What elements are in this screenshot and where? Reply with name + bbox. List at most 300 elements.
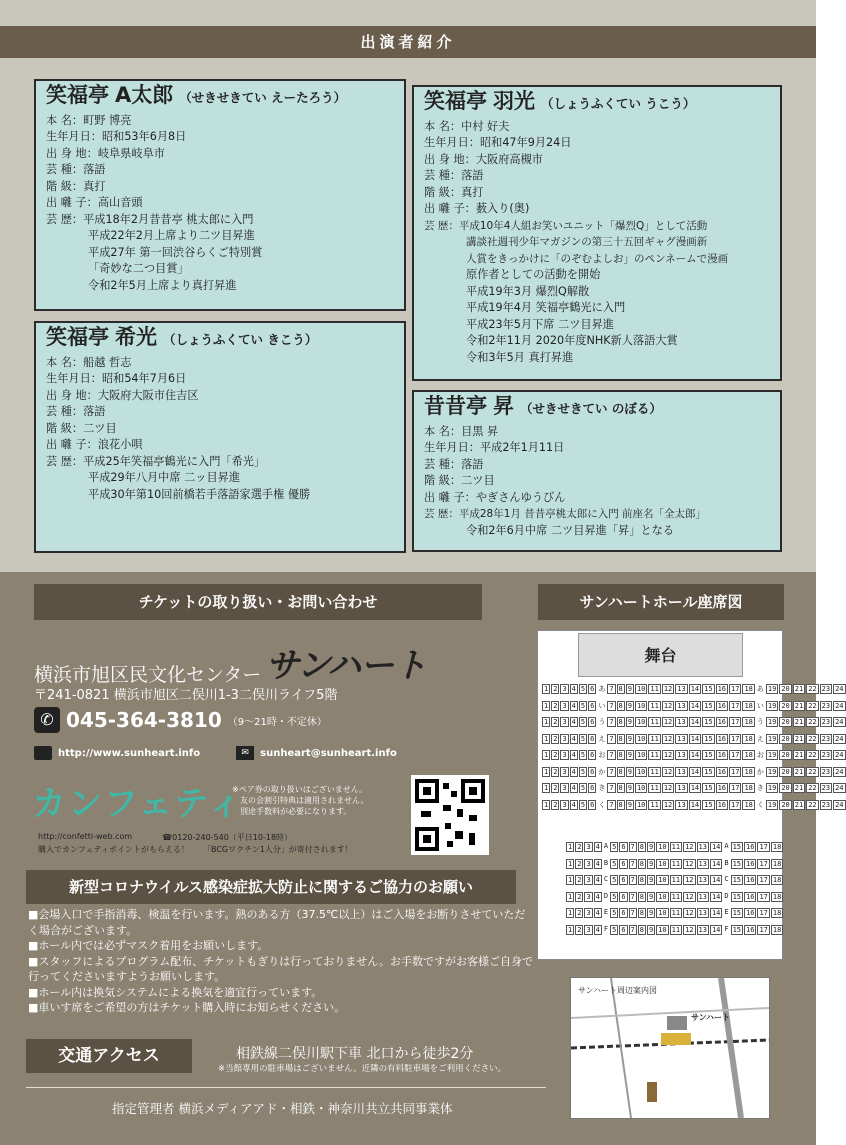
seat[interactable]: 6	[590, 701, 595, 710]
seat[interactable]: 6	[621, 859, 626, 868]
seat[interactable]: 23	[821, 734, 831, 743]
seat[interactable]: 2	[553, 767, 558, 776]
seat[interactable]: 5	[612, 909, 617, 917]
seat[interactable]: 3	[586, 859, 591, 868]
seat[interactable]: 9	[648, 876, 654, 884]
seat[interactable]: 18	[772, 909, 782, 917]
seat[interactable]: 9	[627, 718, 632, 726]
seat[interactable]: 3	[562, 718, 567, 726]
seat[interactable]: 7	[630, 843, 635, 851]
seat[interactable]: 20	[781, 767, 790, 776]
seat[interactable]: 3	[562, 751, 567, 759]
seat[interactable]: 16	[746, 892, 755, 901]
seat[interactable]: 7	[609, 701, 614, 710]
seat[interactable]: 1	[544, 751, 549, 759]
seat[interactable]: 5	[612, 876, 617, 884]
seat[interactable]: 11	[671, 843, 681, 851]
seat[interactable]: 22	[808, 701, 817, 710]
seat[interactable]: 6	[621, 925, 626, 934]
seat[interactable]: 17	[731, 685, 740, 693]
seat[interactable]: 12	[685, 843, 694, 851]
seat[interactable]: 6	[590, 800, 595, 809]
seat[interactable]: 23	[821, 767, 831, 776]
seat[interactable]: 15	[704, 751, 713, 759]
seat[interactable]: 12	[663, 767, 673, 776]
seat[interactable]: 8	[639, 859, 644, 868]
seat[interactable]: 16	[746, 859, 755, 868]
seat[interactable]: 15	[704, 734, 713, 743]
seat[interactable]: 15	[704, 701, 713, 710]
seat[interactable]: 8	[618, 767, 623, 776]
seat[interactable]: 5	[580, 800, 586, 809]
seat[interactable]: 5	[580, 767, 586, 776]
seat[interactable]: 15	[732, 925, 742, 934]
seat[interactable]: 9	[627, 767, 632, 776]
seat[interactable]: 14	[690, 734, 700, 743]
seat[interactable]: 17	[731, 767, 740, 776]
seat[interactable]: 2	[553, 751, 558, 759]
seat[interactable]: 12	[663, 734, 673, 743]
seat[interactable]: 4	[595, 925, 600, 934]
seat[interactable]: 13	[677, 751, 686, 759]
seat[interactable]: 4	[595, 843, 600, 851]
seat[interactable]: 13	[677, 767, 686, 776]
seat[interactable]: 6	[621, 843, 626, 851]
seat[interactable]: 9	[648, 892, 654, 901]
seat[interactable]: 3	[586, 843, 591, 851]
seat[interactable]: 16	[717, 701, 727, 710]
seat[interactable]: 3	[562, 685, 567, 693]
seat[interactable]: 16	[746, 843, 755, 851]
seat[interactable]: 9	[627, 800, 632, 809]
seat[interactable]: 1	[544, 734, 549, 743]
seat[interactable]: 12	[663, 701, 673, 710]
seat[interactable]: 18	[772, 892, 782, 901]
seat[interactable]: 7	[609, 718, 614, 726]
seat[interactable]: 7	[630, 876, 635, 884]
seat[interactable]: 13	[698, 892, 707, 901]
seat[interactable]: 19	[767, 685, 777, 693]
seat[interactable]: 24	[835, 685, 844, 693]
seat[interactable]: 11	[671, 859, 681, 868]
seat[interactable]: 10	[658, 876, 667, 884]
seat[interactable]: 11	[650, 718, 659, 726]
seat[interactable]: 17	[759, 859, 768, 868]
seat[interactable]: 17	[731, 800, 740, 809]
seat[interactable]: 8	[639, 876, 644, 884]
seat[interactable]: 15	[732, 859, 742, 868]
seat[interactable]: 18	[744, 718, 753, 726]
seat[interactable]: 21	[794, 701, 804, 710]
seat[interactable]: 11	[650, 800, 659, 809]
seat[interactable]: 1	[544, 718, 549, 726]
seat[interactable]: 20	[781, 701, 790, 710]
seat[interactable]: 5	[580, 734, 586, 743]
seat[interactable]: 2	[553, 701, 558, 710]
seat[interactable]: 11	[671, 892, 681, 901]
seat[interactable]: 14	[690, 751, 700, 759]
seat[interactable]: 6	[590, 718, 595, 726]
seat[interactable]: 2	[577, 925, 582, 934]
seat[interactable]: 7	[630, 892, 635, 901]
seat[interactable]: 16	[717, 718, 727, 726]
seat[interactable]: 8	[618, 734, 623, 743]
web-link[interactable]: http://www.sunheart.info	[58, 747, 201, 759]
seat[interactable]: 15	[732, 843, 742, 851]
seat[interactable]: 24	[835, 751, 844, 759]
seat[interactable]: 19	[767, 734, 777, 743]
seat[interactable]: 8	[618, 800, 623, 809]
seat[interactable]: 11	[671, 876, 681, 884]
seat[interactable]: 21	[794, 767, 804, 776]
seat[interactable]: 6	[621, 876, 626, 884]
seat[interactable]: 18	[772, 859, 782, 868]
seat[interactable]: 3	[586, 925, 591, 934]
seat[interactable]: 24	[835, 734, 844, 743]
seat[interactable]: 17	[759, 909, 768, 917]
seat[interactable]: 23	[821, 784, 831, 792]
seat[interactable]: 23	[821, 718, 831, 726]
seat[interactable]: 3	[586, 909, 591, 917]
seat[interactable]: 1	[544, 784, 549, 792]
seat[interactable]: 17	[759, 892, 768, 901]
seat[interactable]: 22	[808, 751, 817, 759]
seat[interactable]: 1	[544, 685, 549, 693]
seat[interactable]: 2	[577, 859, 582, 868]
seat[interactable]: 18	[772, 876, 782, 884]
seat[interactable]: 17	[731, 718, 740, 726]
seat[interactable]: 19	[767, 784, 777, 792]
seat[interactable]: 21	[794, 718, 804, 726]
seat[interactable]: 12	[685, 925, 694, 934]
seat[interactable]: 14	[711, 925, 721, 934]
seat[interactable]: 10	[636, 701, 646, 710]
seat[interactable]: 2	[553, 734, 558, 743]
seat[interactable]: 11	[650, 784, 659, 792]
seat[interactable]: 11	[650, 685, 659, 693]
seat[interactable]: 15	[732, 892, 742, 901]
seat[interactable]: 15	[732, 909, 742, 917]
seat[interactable]: 23	[821, 701, 831, 710]
seat[interactable]: 20	[781, 800, 790, 809]
seat[interactable]: 7	[609, 734, 614, 743]
seat[interactable]: 1	[544, 767, 549, 776]
seat[interactable]: 4	[571, 701, 576, 710]
seat[interactable]: 10	[658, 925, 667, 934]
seat[interactable]: 14	[711, 892, 721, 901]
seat[interactable]: 10	[636, 734, 646, 743]
seat[interactable]: 10	[636, 751, 646, 759]
seat[interactable]: 12	[663, 800, 673, 809]
seat[interactable]: 24	[835, 701, 844, 710]
seat[interactable]: 13	[698, 876, 707, 884]
seat[interactable]: 16	[717, 685, 727, 693]
seat[interactable]: 9	[627, 751, 632, 759]
seat[interactable]: 7	[609, 685, 614, 693]
seat[interactable]: 8	[618, 701, 623, 710]
seat[interactable]: 10	[636, 784, 646, 792]
seat[interactable]: 3	[586, 876, 591, 884]
seat[interactable]: 4	[595, 876, 600, 884]
seat[interactable]: 24	[835, 767, 844, 776]
seat[interactable]: 4	[571, 718, 576, 726]
seat[interactable]: 5	[612, 843, 617, 851]
seat[interactable]: 24	[835, 718, 844, 726]
seat[interactable]: 15	[732, 876, 742, 884]
seat[interactable]: 4	[571, 784, 576, 792]
seat[interactable]: 12	[663, 784, 673, 792]
seat[interactable]: 21	[794, 734, 804, 743]
seat[interactable]: 9	[648, 909, 654, 917]
seat[interactable]: 16	[717, 734, 727, 743]
seat[interactable]: 10	[658, 843, 667, 851]
seat[interactable]: 8	[639, 843, 644, 851]
seat[interactable]: 22	[808, 718, 817, 726]
seat[interactable]: 20	[781, 718, 790, 726]
seat[interactable]: 23	[821, 751, 831, 759]
seat[interactable]: 13	[698, 909, 707, 917]
seat[interactable]: 4	[571, 751, 576, 759]
seat[interactable]: 15	[704, 685, 713, 693]
seat[interactable]: 5	[580, 685, 586, 693]
seat[interactable]: 13	[677, 734, 686, 743]
seat[interactable]: 1	[544, 800, 549, 809]
seat[interactable]: 3	[562, 767, 567, 776]
seat[interactable]: 20	[781, 784, 790, 792]
seat[interactable]: 3	[586, 892, 591, 901]
seat[interactable]: 16	[717, 751, 727, 759]
seat[interactable]: 10	[636, 718, 646, 726]
seat[interactable]: 18	[744, 734, 753, 743]
seat[interactable]: 12	[663, 751, 673, 759]
seat[interactable]: 13	[698, 843, 707, 851]
seat[interactable]: 7	[609, 767, 614, 776]
seat[interactable]: 14	[690, 701, 700, 710]
seat[interactable]: 7	[609, 800, 614, 809]
seat[interactable]: 4	[595, 859, 600, 868]
seat[interactable]: 15	[704, 784, 713, 792]
seat[interactable]: 6	[590, 767, 595, 776]
seat[interactable]: 7	[609, 784, 614, 792]
seat[interactable]: 22	[808, 767, 817, 776]
seat[interactable]: 3	[562, 701, 567, 710]
seat[interactable]: 2	[553, 784, 558, 792]
seat[interactable]: 17	[731, 784, 740, 792]
seat[interactable]: 4	[571, 734, 576, 743]
email-link[interactable]: sunheart@sunheart.info	[260, 747, 397, 759]
seat[interactable]: 12	[663, 718, 673, 726]
seat[interactable]: 16	[746, 876, 755, 884]
seat[interactable]: 14	[711, 876, 721, 884]
seat[interactable]: 20	[781, 734, 790, 743]
seat[interactable]: 2	[553, 685, 558, 693]
seat[interactable]: 4	[571, 767, 576, 776]
seat[interactable]: 17	[759, 876, 768, 884]
seat[interactable]: 11	[650, 767, 659, 776]
seat[interactable]: 22	[808, 800, 817, 809]
seat[interactable]: 4	[571, 685, 576, 693]
seat[interactable]: 5	[612, 859, 617, 868]
seat[interactable]: 22	[808, 784, 817, 792]
seat[interactable]: 13	[698, 859, 707, 868]
seat[interactable]: 18	[744, 767, 753, 776]
seat[interactable]: 18	[772, 843, 782, 851]
seat[interactable]: 14	[690, 767, 700, 776]
seat[interactable]: 9	[648, 925, 654, 934]
seat[interactable]: 10	[658, 859, 667, 868]
seat[interactable]: 6	[621, 892, 626, 901]
seat[interactable]: 9	[627, 685, 632, 693]
seat[interactable]: 23	[821, 685, 831, 693]
seat[interactable]: 12	[685, 892, 694, 901]
seat[interactable]: 1	[568, 909, 573, 917]
seat[interactable]: 13	[677, 800, 686, 809]
seat[interactable]: 18	[744, 701, 753, 710]
phone-number[interactable]: 045-364-3810	[66, 708, 222, 732]
seat[interactable]: 16	[717, 784, 727, 792]
seat[interactable]: 9	[648, 859, 654, 868]
seat[interactable]: 15	[704, 718, 713, 726]
seat[interactable]: 11	[650, 701, 659, 710]
seat[interactable]: 9	[627, 701, 632, 710]
seat[interactable]: 7	[630, 909, 635, 917]
seat[interactable]: 2	[577, 843, 582, 851]
seat[interactable]: 13	[677, 718, 686, 726]
seat[interactable]: 4	[595, 892, 600, 901]
seat[interactable]: 24	[835, 784, 844, 792]
seat[interactable]: 10	[636, 685, 646, 693]
seat[interactable]: 18	[744, 685, 753, 693]
seat[interactable]: 22	[808, 734, 817, 743]
seat[interactable]: 2	[553, 718, 558, 726]
seat[interactable]: 5	[612, 892, 617, 901]
seat[interactable]: 8	[618, 685, 623, 693]
seat[interactable]: 14	[711, 843, 721, 851]
seat[interactable]: 11	[671, 909, 681, 917]
seat[interactable]: 9	[627, 784, 632, 792]
seat[interactable]: 15	[704, 800, 713, 809]
seat[interactable]: 11	[671, 925, 681, 934]
seat[interactable]: 5	[580, 701, 586, 710]
seat[interactable]: 19	[767, 718, 777, 726]
seat[interactable]: 14	[690, 718, 700, 726]
seat[interactable]: 14	[690, 784, 700, 792]
seat[interactable]: 3	[562, 734, 567, 743]
seat[interactable]: 21	[794, 685, 804, 693]
seat[interactable]: 14	[690, 800, 700, 809]
seat[interactable]: 18	[772, 925, 782, 934]
seat[interactable]: 19	[767, 751, 777, 759]
seat[interactable]: 12	[663, 685, 673, 693]
seat[interactable]: 4	[571, 800, 576, 809]
seat[interactable]: 10	[658, 892, 667, 901]
seat[interactable]: 8	[639, 909, 644, 917]
seat[interactable]: 8	[618, 784, 623, 792]
seat[interactable]: 16	[746, 909, 755, 917]
seat[interactable]: 6	[590, 751, 595, 759]
seat[interactable]: 6	[621, 909, 626, 917]
seat[interactable]: 8	[618, 718, 623, 726]
seat[interactable]: 3	[562, 800, 567, 809]
seat[interactable]: 18	[744, 784, 753, 792]
seat[interactable]: 6	[590, 734, 595, 743]
seat[interactable]: 1	[568, 843, 573, 851]
seat[interactable]: 1	[568, 925, 573, 934]
seat[interactable]: 13	[698, 925, 707, 934]
seat[interactable]: 7	[630, 925, 635, 934]
seat[interactable]: 1	[568, 859, 573, 868]
seat[interactable]: 7	[609, 751, 614, 759]
seat[interactable]: 17	[731, 701, 740, 710]
seat[interactable]: 19	[767, 800, 777, 809]
seat[interactable]: 5	[580, 718, 586, 726]
seat[interactable]: 10	[658, 909, 667, 917]
seat[interactable]: 4	[595, 909, 600, 917]
seat[interactable]: 12	[685, 876, 694, 884]
seat[interactable]: 5	[612, 925, 617, 934]
seat[interactable]: 11	[650, 734, 659, 743]
seat[interactable]: 12	[685, 909, 694, 917]
seat[interactable]: 1	[568, 876, 573, 884]
seat[interactable]: 21	[794, 784, 804, 792]
seat[interactable]: 5	[580, 784, 586, 792]
seat[interactable]: 13	[677, 784, 686, 792]
seat[interactable]: 6	[590, 784, 595, 792]
seat[interactable]: 15	[704, 767, 713, 776]
seat[interactable]: 23	[821, 800, 831, 809]
seat[interactable]: 21	[794, 751, 804, 759]
confetti-url[interactable]: http://confetti-web.com	[38, 832, 133, 841]
seat[interactable]: 14	[690, 685, 700, 693]
seat[interactable]: 14	[711, 859, 721, 868]
seat[interactable]: 11	[650, 751, 659, 759]
seat[interactable]: 8	[639, 925, 644, 934]
seat[interactable]: 9	[627, 734, 632, 743]
seat[interactable]: 3	[562, 784, 567, 792]
seat[interactable]: 16	[717, 767, 727, 776]
seat[interactable]: 17	[759, 925, 768, 934]
seat[interactable]: 2	[577, 876, 582, 884]
seat[interactable]: 16	[717, 800, 727, 809]
seat[interactable]: 21	[794, 800, 804, 809]
seat[interactable]: 2	[577, 892, 582, 901]
seat[interactable]: 20	[781, 685, 790, 693]
seat[interactable]: 14	[711, 909, 721, 917]
seat[interactable]: 18	[744, 751, 753, 759]
seat[interactable]: 1	[544, 701, 549, 710]
seat[interactable]: 10	[636, 800, 646, 809]
seat[interactable]: 8	[639, 892, 644, 901]
seat[interactable]: 6	[590, 685, 595, 693]
seat[interactable]: 1	[568, 892, 573, 901]
seat[interactable]: 13	[677, 685, 686, 693]
seat[interactable]: 2	[553, 800, 558, 809]
seat[interactable]: 12	[685, 859, 694, 868]
seat[interactable]: 17	[759, 843, 768, 851]
seat[interactable]: 24	[835, 800, 844, 809]
seat[interactable]: 9	[648, 843, 654, 851]
seat[interactable]: 7	[630, 859, 635, 868]
seat[interactable]: 19	[767, 701, 777, 710]
seat[interactable]: 8	[618, 751, 623, 759]
seat[interactable]: 5	[580, 751, 586, 759]
seat[interactable]: 17	[731, 734, 740, 743]
seat[interactable]: 22	[808, 685, 817, 693]
seat[interactable]: 19	[767, 767, 777, 776]
seat[interactable]: 18	[744, 800, 753, 809]
seat[interactable]: 17	[731, 751, 740, 759]
seat[interactable]: 20	[781, 751, 790, 759]
